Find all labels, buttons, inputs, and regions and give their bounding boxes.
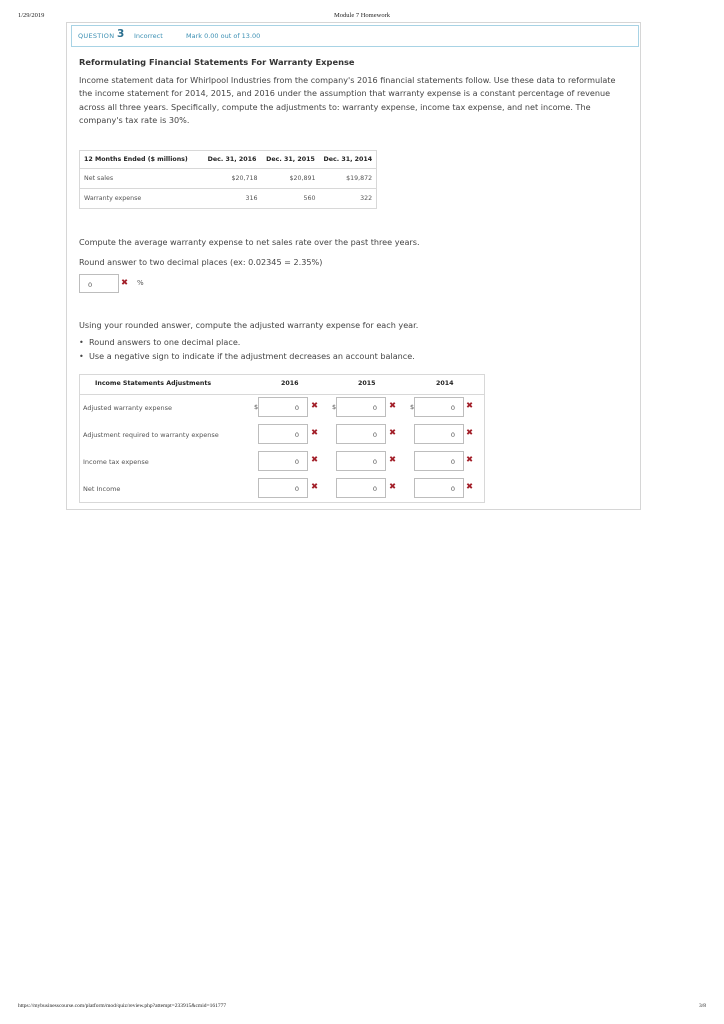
table-cell: Warranty expense [84, 195, 142, 202]
divider [80, 394, 484, 395]
table-cell: 316 [245, 195, 258, 202]
print-url[interactable]: https://mybusinesscourse.com/platform/mod/quiz/review.php?attempt=233915&cmid=161777 [18, 1003, 227, 1009]
print-date: 1/29/2019 [18, 12, 45, 19]
incorrect-icon: ✖ [311, 482, 319, 492]
incorrect-icon: ✖ [466, 401, 474, 411]
incorrect-icon: ✖ [466, 482, 474, 492]
incorrect-icon: ✖ [389, 482, 397, 492]
warranty-rate-input[interactable]: 0 [79, 274, 119, 293]
print-title: Module 7 Homework [334, 12, 390, 19]
warranty-adjustment-2016-input[interactable]: 0 [258, 424, 308, 444]
question-mark: Mark 0.00 out of 13.00 [186, 32, 261, 40]
adjustment-prompt: Using your rounded answer, compute the adjusted warranty expense for each year. [79, 320, 419, 330]
incorrect-icon: ✖ [389, 428, 397, 438]
question-status: Incorrect [134, 32, 163, 40]
row-label: Net Income [83, 485, 121, 493]
incorrect-icon: ✖ [311, 455, 319, 465]
table-cell: Net sales [80, 169, 203, 189]
currency-symbol: $ [410, 403, 415, 411]
adjustments-header-2016: 2016 [281, 380, 299, 387]
adjusted-warranty-2014-input[interactable]: 0 [414, 397, 464, 417]
table-row [80, 189, 377, 209]
incorrect-icon: ✖ [466, 455, 474, 465]
row-label: Adjusted warranty expense [83, 404, 172, 412]
rate-rounding-instructions: Round answer to two decimal places (ex: 0.02345 = 2.35%) [79, 257, 323, 267]
adjustments-header-2015: 2015 [358, 380, 376, 387]
income-tax-2014-input[interactable]: 0 [414, 451, 464, 471]
table-header: Dec. 31, 2016 [203, 151, 262, 169]
warranty-adjustment-2014-input[interactable]: 0 [414, 424, 464, 444]
question-intro: Income statement data for Whirlpool Industries from the company's 2016 financial statements follow. Use these data to reformulate the income statement for 2014, 2015, and 2016 under the assumption that warranty expense is a constant percentage of revenue across all three years. Specifically, compute the adjustments to: warranty expense, income tax expense, and net income. The company's tax rate is 30%. [79, 75, 616, 126]
net-income-2014-input[interactable]: 0 [414, 478, 464, 498]
income-tax-2015-input[interactable]: 0 [336, 451, 386, 471]
incorrect-icon: ✖ [311, 401, 319, 411]
table-cell: 560 [303, 195, 316, 202]
adjusted-warranty-2016-input[interactable]: 0 [258, 397, 308, 417]
table-header: 12 Months Ended ($ millions) [80, 151, 203, 169]
question-number: 3 [117, 28, 125, 40]
adjustments-header-2014: 2014 [436, 380, 454, 387]
table-cell: $19,872 [320, 169, 377, 189]
incorrect-icon: ✖ [311, 428, 319, 438]
list-item: • Round answers to one decimal place. [79, 336, 415, 350]
warranty-adjustment-2015-input[interactable]: 0 [336, 424, 386, 444]
adjustments-header: Income Statements Adjustments [95, 380, 212, 387]
incorrect-icon: ✖ [466, 428, 474, 438]
table-header: Dec. 31, 2014 [320, 151, 377, 169]
incorrect-icon: ✖ [389, 401, 397, 411]
question-title: Reformulating Financial Statements For Warranty Expense [79, 57, 355, 67]
list-item: • Use a negative sign to indicate if the adjustment decreases an account balance. [79, 350, 415, 364]
table-header: Dec. 31, 2015 [262, 151, 320, 169]
print-page-number: 3/8 [698, 1003, 706, 1009]
row-label: Income tax expense [83, 458, 149, 466]
currency-symbol: $ [332, 403, 337, 411]
table-cell: $20,718 [203, 169, 262, 189]
adjusted-warranty-2015-input[interactable]: 0 [336, 397, 386, 417]
table-cell: 322 [360, 195, 373, 202]
question-info-bar [71, 25, 639, 47]
table-row [80, 169, 377, 189]
net-income-2015-input[interactable]: 0 [336, 478, 386, 498]
currency-symbol: $ [254, 403, 259, 411]
instruction-list [79, 336, 415, 363]
percent-unit: % [137, 279, 144, 287]
income-statement-table [79, 150, 377, 209]
rate-prompt: Compute the average warranty expense to net sales rate over the past three years. [79, 237, 420, 247]
income-tax-2016-input[interactable]: 0 [258, 451, 308, 471]
question-label: QUESTION [78, 32, 115, 40]
table-header-row [80, 151, 377, 169]
incorrect-icon: ✖ [121, 278, 129, 288]
row-label: Adjustment required to warranty expense [83, 431, 219, 439]
table-cell: $20,891 [262, 169, 320, 189]
net-income-2016-input[interactable]: 0 [258, 478, 308, 498]
incorrect-icon: ✖ [389, 455, 397, 465]
